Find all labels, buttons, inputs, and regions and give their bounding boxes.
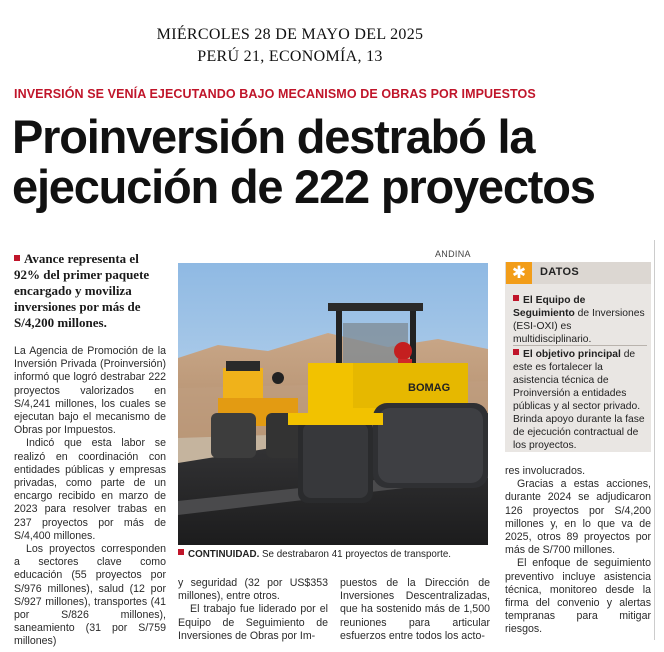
body-column-2 [178, 577, 328, 643]
article-photo [178, 263, 488, 545]
photo-credit: ANDINA [435, 249, 471, 259]
body-paragraph: Los proyectos corresponden a sectores clave como educación (55 proyectos por S/976 millones), salud (12 por S/927 millones), transportes (41 por S/826 millones), saneamiento (31 por S/759 millones) [14, 543, 166, 648]
headline-line-1: Proinversión destrabó la [12, 110, 535, 163]
datos-item [513, 294, 647, 346]
datos-divider [513, 345, 647, 346]
body-paragraph: La Agencia de Promoción de la Inversión Privada (Proinversión) informó que logró destrabar 222 proyectos valorizados en S/4,241 millones, los cuales se ejecutan bajo el mecanismo de Obras por Impuestos. [14, 345, 166, 437]
body-paragraph: puestos de la Dirección de Inversiones Descentralizadas, que ha sostenido más de 1,500 reuniones para articular esfuerzos entre todos los acto- [340, 577, 490, 642]
bullet-square-icon [14, 255, 20, 261]
publication-source: PERÚ 21, ECONOMÍA, 13 [197, 48, 383, 65]
headline [12, 112, 657, 212]
body-paragraph: res involucrados. [505, 465, 586, 477]
datos-item-label: El Equipo de Seguimiento [513, 295, 586, 319]
publication-date: MIÉRCOLES 28 DE MAYO DEL 2025 [156, 26, 424, 43]
star-icon: ✱ [506, 262, 532, 284]
column-rule [654, 240, 655, 640]
bullet-square-icon [513, 295, 519, 301]
body-paragraph: Gracias a estas acciones, durante 2024 se adjudicaron 126 proyectos por S/4,200 millones y, en lo que va de 2025, otros 89 proyectos por más de S/700 millones. [505, 478, 651, 557]
lead-paragraph [14, 251, 164, 331]
body-column-4 [505, 465, 651, 637]
body-column-3 [340, 577, 490, 643]
roller-brand-label: BOMAG [408, 382, 451, 394]
datos-box-title: DATOS [540, 266, 579, 278]
body-column-1 [14, 345, 166, 649]
bullet-square-icon [513, 349, 519, 355]
caption-label: CONTINUIDAD. [188, 549, 260, 560]
headline-line-2: ejecución de 222 proyectos [12, 160, 595, 213]
body-paragraph: y seguridad (32 por US$353 millones), entre otros. [178, 577, 328, 603]
bullet-square-icon [178, 549, 184, 555]
body-paragraph: El enfoque de seguimiento preventivo incluye asistencia técnica, monitoreo desde la firma del convenio y alertas tempranas para mitigar riesgos. [505, 557, 651, 636]
lead-text: Avance representa el 92% del primer paquete encargado y moviliza inversiones por más de S/4,200 millones. [14, 251, 150, 330]
datos-item-text: de este es fortalecer la asistencia técnica de Proinversión a entidades públicas y al sector privado. Brinda apoyo durante la fase de ejecución contractual de los proyectos. [513, 349, 645, 451]
datos-item [513, 348, 647, 452]
kicker: INVERSIÓN SE VENÍA EJECUTANDO BAJO MECANISMO DE OBRAS POR IMPUESTOS [14, 87, 536, 101]
caption-text: Se destrabaron 41 proyectos de transporte. [259, 549, 451, 560]
datos-item-label: El objetivo principal [523, 349, 621, 360]
body-paragraph: El trabajo fue liderado por el Equipo de Seguimiento de Inversiones de Obras por Im- [178, 603, 328, 642]
photo-caption [178, 549, 488, 560]
road-roller-illustration [178, 263, 488, 545]
body-paragraph: Indicó que esta labor se realizó en coordinación con entidades públicas y empresas privadas, como parte de un encargo recibido en marzo de 2023 para resolver trabas en 237 proyectos por más de S/4,400 millones. [14, 437, 166, 542]
datos-item-text: de Inversiones (ESI-OXI) es multidisciplinario. [513, 308, 645, 345]
